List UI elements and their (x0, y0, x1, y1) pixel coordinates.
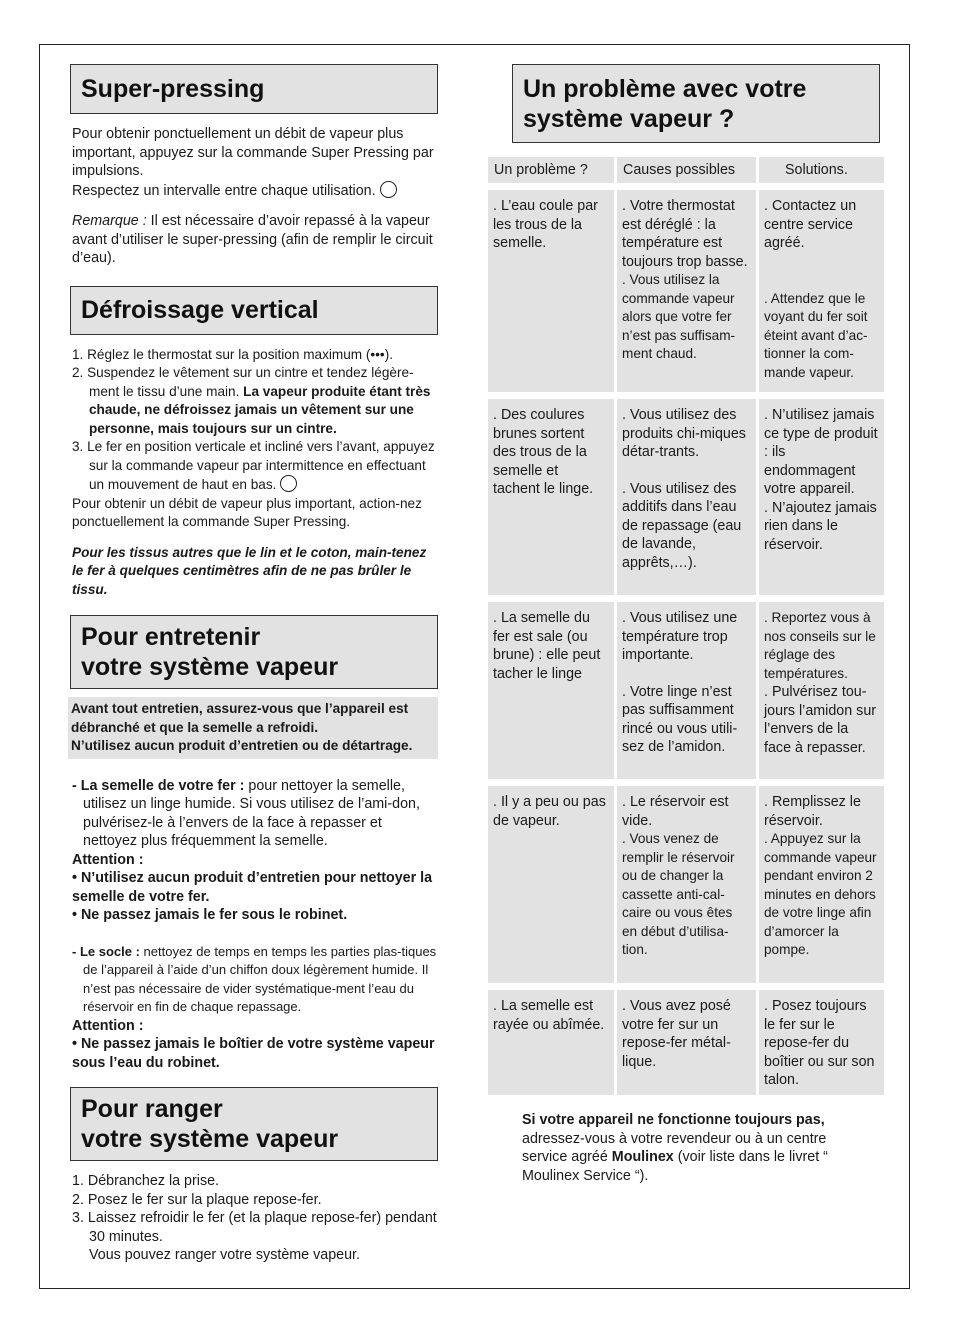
list-item: 3. Le fer en position verticale et incliné vers l’avant, appuyez sur la commande vapeur par intermittence en effectuant un mouvement de haut en bas. (72, 439, 435, 492)
attention-item: • Ne passez jamais le boîtier de votre système vapeur sous l’eau du robinet. (72, 1036, 435, 1071)
probleme-heading: Un problème avec votre système vapeur ? (512, 64, 880, 143)
table-row: . Il y a peu ou pas de vapeur. . Le réservoir est vide. . Vous venez de remplir le réservoir ou de changer la cassette anti-cal-caire ou vous êtes en début d’utilisa-tion. . Remplissez le réservoir. . Appuyez sur la commande vapeur pendant environ 2 minutes en dehors de votre linge afin d’amorcer la pompe. (488, 786, 887, 983)
entretien-warning-box: Avant tout entretien, assurez-vous que l’appareil est débranché et que la semelle a refroidi. N’utilisez aucun produit d’entretien ou de détartrage. (68, 697, 438, 759)
table-header (488, 157, 887, 183)
super-pressing-text: Pour obtenir ponctuellement un débit de vapeur plus important, appuyez sur la commande Super Pressing par impulsions. Respectez un intervalle entre chaque utilisation. (72, 126, 434, 199)
circle-icon (380, 181, 397, 198)
defroissage-after: Pour obtenir un débit de vapeur plus important, action-nez ponctuellement la commande Super Pressing. (72, 495, 422, 529)
column-header: Solutions. (759, 157, 884, 183)
attention-label: Attention : (72, 1017, 144, 1034)
list-item: Vous pouvez ranger votre système vapeur. (89, 1247, 360, 1263)
socle-text: - Le socle : nettoyez de temps en temps les parties plas-tiques de l’appareil à l’aide d’un chiffon doux légèrement humide. Il n’est pas nécessaire de vider systématique-ment l’eau du réservoir en fin de chaque repassage. (72, 943, 437, 1014)
list-item: 2. Posez le fer sur la plaque repose-fer. (72, 1191, 322, 1208)
table-row: . La semelle du fer est sale (ou brune) : elle peut tacher le linge . Vous utilisez une température trop importante. . Votre linge n’est pas suffisamment rincé ou vous utili-sez de l’amidon. . Reportez vous à nos conseils sur le réglage des températures. . Pulvérisez tou-jours l’amidon sur l’envers de la face à repasser. (488, 602, 887, 779)
column-header: Causes possibles (617, 157, 756, 183)
table-row: . Des coulures brunes sortent des trous de la semelle et tachent le linge. . Vous utilisez des produits chi-miques détar-trants. . Vous utilisez des additifs dans l’eau de repassage (eau de lavande, apprêts,…). . N’utilisez jamais ce type de produit : ils endommagent votre appareil. . N’ajoutez jamais rien dans le réservoir. (488, 399, 887, 595)
ranger-heading: Pour ranger votre système vapeur (70, 1087, 438, 1161)
list-item: 2. Suspendez le vêtement sur un cintre et tendez légère-ment le tissu d’une main. La vapeur produite étant très chaude, ne défroissez jamais un vêtement sur une personne, mais toujours sur un cintre. (72, 365, 431, 436)
list-item: 1. Réglez le thermostat sur la position maximum (•••). (72, 346, 393, 362)
column-header: Un problème ? (488, 157, 614, 183)
table-row: . L’eau coule par les trous de la semelle. . Votre thermostat est déréglé : la température est toujours trop basse. . Vous utilisez la commande vapeur alors que votre fer n’est pas suffisam-ment chaud. . Contactez un centre service agréé. . Attendez que le voyant du fer soit éteint avant d’ac-tionner la com-mande vapeur. (488, 190, 887, 392)
attention-item: • Ne passez jamais le fer sous le robinet. (72, 907, 348, 923)
footer-note: Si votre appareil ne fonctionne toujours pas, adressez-vous à votre revendeur ou à un centre service agréé Moulinex (voir liste dans le livret “ Moulinex Service “). (522, 1112, 828, 1184)
semelle-text: - La semelle de votre fer : pour nettoyer la semelle, utilisez un linge humide. Si vous utilisez de l’ami-don, pulvérisez-le à l’envers de la face à repasser et nettoyez plus fréquemment la semelle. (72, 777, 420, 849)
super-pressing-remark: Remarque : Il est nécessaire d’avoir repassé à la vapeur avant d’utiliser le super-pressing (afin de remplir le circuit d’eau). (72, 213, 433, 266)
list-item: 3. Laissez refroidir le fer (et la plaque repose-fer) pendant 30 minutes. (72, 1210, 437, 1245)
list-item: 1. Débranchez la prise. (72, 1173, 220, 1189)
entretien-heading: Pour entretenir votre système vapeur (70, 615, 438, 689)
defroissage-heading: Défroissage vertical (70, 286, 438, 335)
table-row: . La semelle est rayée ou abîmée. . Vous avez posé votre fer sur un repose-fer métal-lique. . Posez toujours le fer sur le repose-fer du boîtier ou sur son talon. (488, 990, 887, 1095)
circle-icon (280, 475, 297, 492)
attention-label: Attention : (72, 851, 144, 868)
left-column (70, 64, 438, 1265)
defroissage-warning: Pour les tissus autres que le lin et le coton, main-tenez le fer à quelques centimètres afin de ne pas brûler le tissu. (72, 544, 427, 597)
defroissage-steps (72, 346, 438, 495)
super-pressing-heading: Super-pressing (70, 64, 438, 114)
attention-item: • N’utilisez aucun produit d’entretien pour nettoyer la semelle de votre fer. (72, 870, 433, 905)
ranger-steps (72, 1172, 438, 1265)
right-column (488, 64, 887, 1185)
